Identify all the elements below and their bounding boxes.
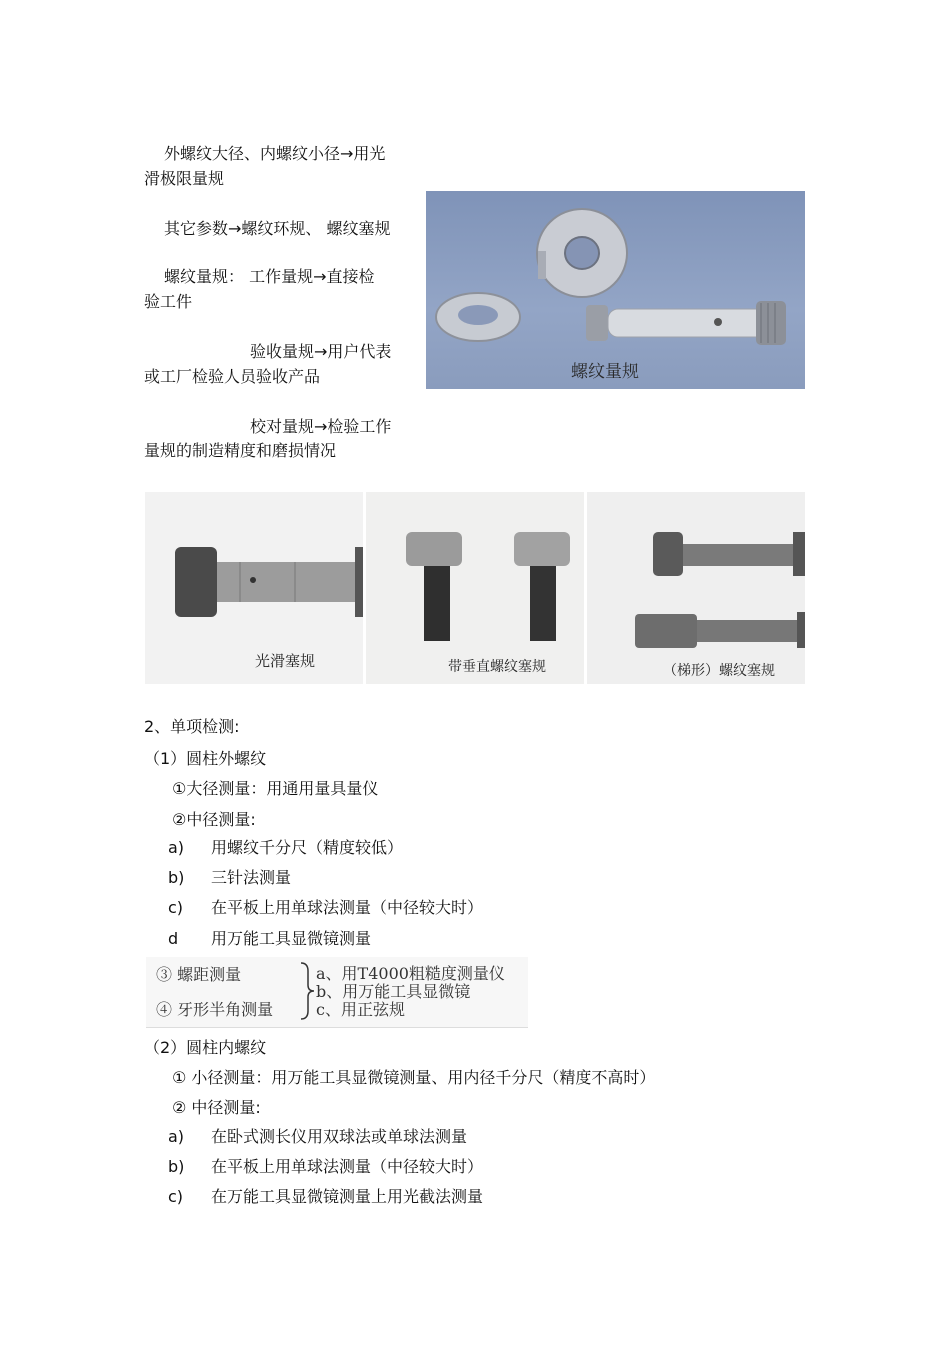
external-thread-heading: （1）圆柱外螺纹 xyxy=(144,749,267,768)
intro-line-1b: 滑极限量规 xyxy=(144,169,225,188)
minor-diameter-item: ① 小径测量：用万能工具显微镜测量、用内径千分尺（精度不高时） xyxy=(172,1068,656,1087)
intro-line-3b: 验工件 xyxy=(144,292,193,311)
smooth-plug-illustration xyxy=(145,492,363,684)
list-label: a) xyxy=(168,1127,185,1146)
trapezoid-thread-plug-photo xyxy=(587,492,805,684)
method-b: b、用万能工具显微镜 xyxy=(316,982,471,1001)
intro-line-5b: 量规的制造精度和磨损情况 xyxy=(144,441,337,460)
list-label: b) xyxy=(168,1157,185,1176)
smooth-plug-photo xyxy=(145,492,363,684)
vertical-thread-plug-caption: 带垂直螺纹塞规 xyxy=(448,659,546,675)
intro-line-4a: 验收量规→用户代表 xyxy=(250,342,392,361)
list-item: 在卧式测长仪用双球法或单球法测量 xyxy=(211,1127,468,1146)
pitch-angle-formula-image xyxy=(146,957,528,1028)
list-label: c) xyxy=(168,898,184,917)
thread-gauge-caption: 螺纹量规 xyxy=(571,362,639,382)
list-item: 用万能工具显微镜测量 xyxy=(211,929,372,948)
intro-line-5a: 校对量规→检验工作 xyxy=(250,417,392,436)
internal-thread-heading: （2）圆柱内螺纹 xyxy=(144,1038,267,1057)
intro-line-1a: 外螺纹大径、内螺纹小径→用光 xyxy=(164,144,386,163)
method-c: c、用正弦规 xyxy=(316,1000,405,1019)
list-item: 在平板上用单球法测量（中径较大时） xyxy=(211,1157,484,1176)
list-item: 在平板上用单球法测量（中径较大时） xyxy=(211,898,484,917)
intro-line-2: 其它参数→螺纹环规、 螺纹塞规 xyxy=(164,219,391,238)
thread-gauge-photo xyxy=(426,191,805,389)
vertical-thread-plug-photo xyxy=(366,492,584,684)
intro-line-4b: 或工厂检验人员验收产品 xyxy=(144,367,321,386)
trapezoid-thread-plug-illustration xyxy=(587,492,805,684)
list-item: 三针法测量 xyxy=(211,868,292,887)
method-a: a、用T4000粗糙度测量仪 xyxy=(316,964,505,983)
list-item: 在万能工具显微镜测量上用光截法测量 xyxy=(211,1187,484,1206)
intro-line-3a: 螺纹量规： 工作量规→直接检 xyxy=(164,267,375,286)
trapezoid-thread-plug-caption: （梯形）螺纹塞规 xyxy=(663,663,775,679)
smooth-plug-caption: 光滑塞规 xyxy=(255,652,316,670)
section-heading: 2、单项检测: xyxy=(144,717,240,736)
pitch-diameter-item: ②中径测量: xyxy=(172,810,256,829)
brace-icon xyxy=(298,961,316,1021)
flank-angle-measure-label: ④ 牙形半角测量 xyxy=(156,1000,274,1019)
list-label: b) xyxy=(168,868,185,887)
pitch-measure-label: ③ 螺距测量 xyxy=(156,965,242,984)
list-label: d xyxy=(168,929,179,948)
major-diameter-item: ①大径测量：用通用量具量仪 xyxy=(172,779,379,798)
list-label: c) xyxy=(168,1187,184,1206)
list-item: 用螺纹千分尺（精度较低） xyxy=(211,838,404,857)
list-label: a) xyxy=(168,838,185,857)
internal-pitch-diameter-item: ② 中径测量: xyxy=(172,1098,261,1117)
